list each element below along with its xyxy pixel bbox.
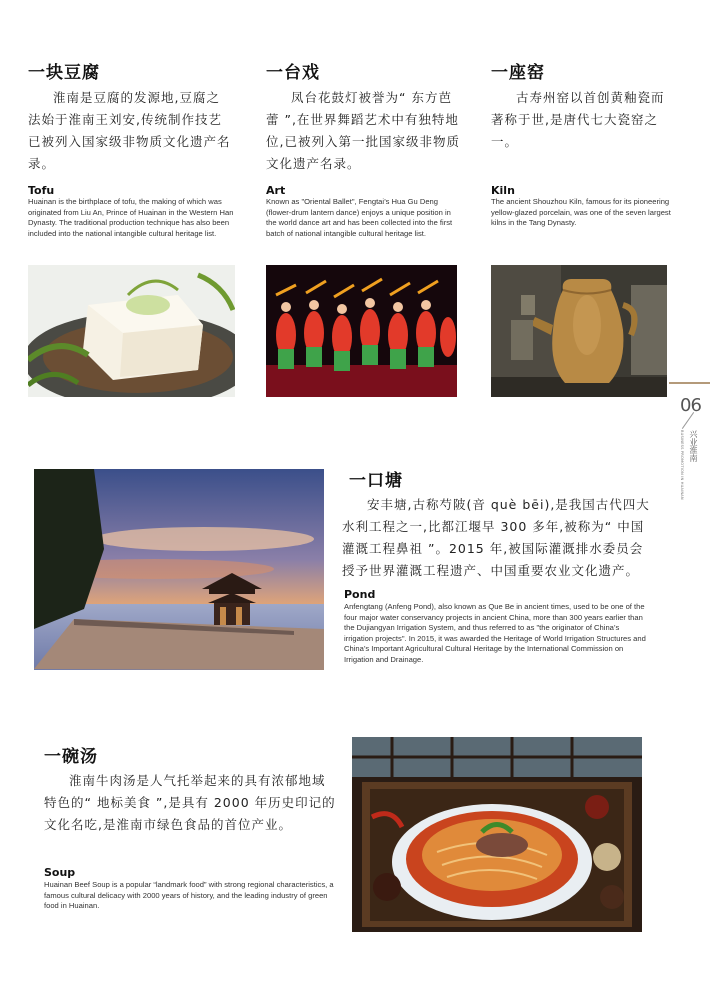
art-cn-text: 凤台花鼓灯被誉为“ 东方芭蕾 ”,在世界舞蹈艺术中有独特地位,已被列入第一批国家级非物质文化遗产名录。 [266,90,460,171]
pond-cn-text: 安丰塘,古称芍陂(音 què bēi),是我国古代四大水利工程之一,比都江堰早 300 多年,被称为“ 中国灌溉工程鼻祖 ”。2015 年,被国际灌溉排水委员会授予世界灌溉工程遗产、中国重要农业文化遗产。 [342,497,650,578]
tofu-en-title: Tofu [28,184,55,197]
kiln-photo [491,265,667,397]
soup-cn-text: 淮南牛肉汤是人气托举起来的具有浓郁地域特色的“ 地标美食 ”,是具有 2000 年历史印记的文化名吃,是淮南市绿色食品的首位产业。 [44,773,336,832]
tofu-cn-text: 淮南是豆腐的发源地,豆腐之法始于淮南王刘安,传统制作技艺已被列入国家级非物质文化遗产名录。 [28,90,231,171]
kiln-en-title: Kiln [491,184,515,197]
soup-en-text: Huainan Beef Soup is a popular “landmark food” with strong regional characteristics, a famous cultural delicacy with 2000 years of history, and the leading industry of green food in Huainan. [44,880,334,910]
art-en-title: Art [266,184,286,197]
dance-photo [266,265,457,397]
tofu-photo [28,265,235,397]
soup-en-title: Soup [44,866,76,879]
soup-title: 一碗汤 [44,747,98,767]
pond-photo [34,469,324,670]
tofu-en-text: Huainan is the birthplace of tofu, the making of which was originated from Liu An, Prince of Huainan in the Western Han Dynasty. The traditional production technique has also been included into the national intangible cultural heritage list. [28,197,234,238]
section-name-cn: 兴业淮南 [689,430,698,462]
pond-en-title: Pond [344,588,376,601]
tofu-title: 一块豆腐 [28,63,100,83]
side-divider [669,382,710,384]
kiln-title: 一座窑 [491,63,545,83]
pond-title: 一口塘 [349,471,403,491]
section-name-en: BUSINESS PROMOTION IN HUAINAN [680,430,684,500]
soup-photo [352,737,642,932]
kiln-en-text: The ancient Shouzhou Kiln, famous for its pioneering yellow-glazed porcelain, was one of the seven largest kilns in the Tang Dynasty. [491,197,671,227]
page-number: 06 [680,395,701,416]
art-title: 一台戏 [266,63,320,83]
kiln-cn-text: 古寿州窑以首创黄釉瓷而著称于世,是唐代七大瓷窑之一。 [491,90,665,149]
pond-en-text: Anfengtang (Anfeng Pond), also known as Que Be in ancient times, used to be one of the four major water conservancy projects in ancient China, more than 300 years earlier than the Dujiangyan Irrigation System, and thus referred to as "the originator of China’s irrigation projects". In 2015, it was awarded the Heritage of World Irrigation Structures and China’s Important Agricultural Cultural Heritage by the International Commission on Irrigation and Drainage. [344,602,646,664]
art-en-text: Known as "Oriental Ballet", Fengtai’s Hua Gu Deng (flower-drum lantern dance) enjoys a unique position in the world dance art and has been collected into the first batch of national intangible cultural heritage list. [266,197,453,238]
